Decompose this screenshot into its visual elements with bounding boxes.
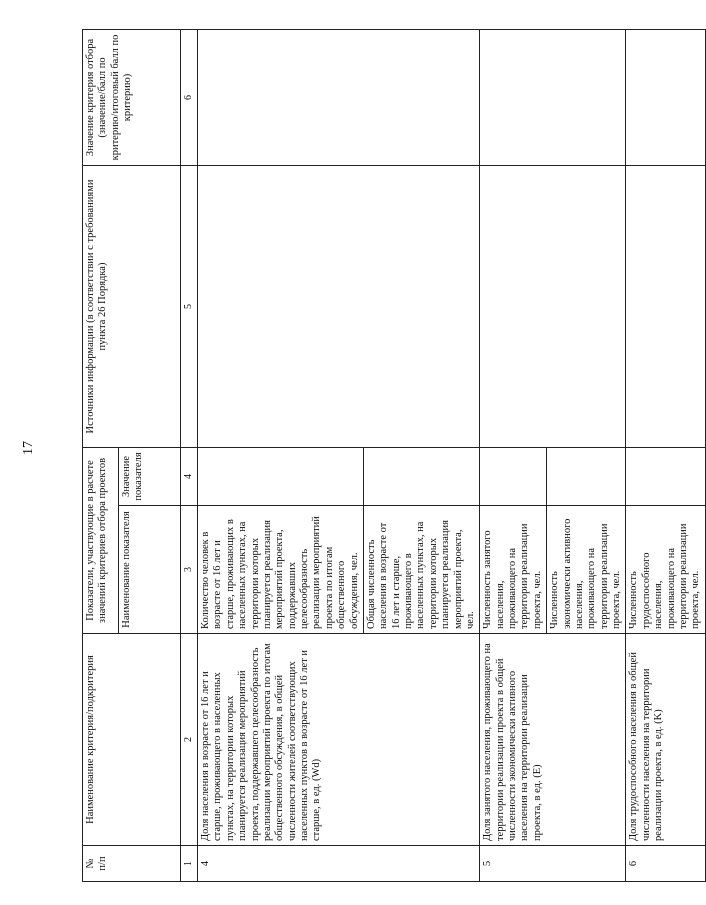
sources-cell (480, 166, 626, 448)
sources-cell (626, 166, 705, 448)
indicator-value (363, 448, 479, 506)
sources-cell (198, 166, 480, 448)
header-indicators-group: Показатели, участвующие в расчете значений критериев отбора проектов (83, 448, 119, 634)
criterion-name: Доля занятого населения, проживающего на территории реализации проекта в общей численности экономически активного населения на территории реализации проекта, в ед. (E) (480, 634, 626, 846)
indicator-value (480, 448, 547, 506)
table-row (626, 30, 705, 882)
header-indicator-value: Значение показателя (119, 448, 181, 506)
header-indicator-name: Наименование показателя (119, 506, 181, 634)
criteria-table (82, 29, 706, 882)
column-number: 4 (181, 448, 198, 506)
header-sources: Источники информации (в соответствии с требованиями пункта 26 Порядка) (83, 166, 181, 448)
criterion-name: Доля населения в возрасте от 16 лет и старше, проживающего в населенных пунктах, на территории которых планируется реализация мероприятий проекта, поддержавшего целесообразность реализации мероприятий проекта по итогам общественного обсуждения, в общей численности жителей соответствующих населенных пунктов в возрасте от 16 лет и старше, в ед. (Wd) (198, 634, 480, 846)
indicator-value (547, 448, 626, 506)
column-number: 6 (181, 30, 198, 166)
criterion-value-cell (198, 30, 480, 166)
table-row (198, 30, 364, 882)
column-number: 3 (181, 506, 198, 634)
row-number: 6 (626, 846, 705, 882)
column-number: 1 (181, 846, 198, 882)
indicator-name: Численность занятого населения, проживающего на территории реализации проекта, чел. (480, 506, 547, 634)
row-number: 4 (198, 846, 480, 882)
indicator-value (198, 448, 364, 506)
indicator-name: Количество человек в возрасте от 16 лет и старше, проживающих в населенных пунктах, на территории которых планируется реализация мероприятий проекта, поддержавших целесообразность реализации мероприятий проекта по итогам общественного обсуждения, чел. (198, 506, 364, 634)
table-row (480, 30, 547, 882)
column-number: 2 (181, 634, 198, 846)
row-number: 5 (480, 846, 626, 882)
header-criterion-value: Значение критерия отбора (значение/балл по критерию/итоговый балл по критерию) (83, 30, 181, 166)
page-number: 17 (21, 441, 36, 455)
criterion-value-cell (626, 30, 705, 166)
indicator-value (626, 448, 705, 506)
criterion-name: Доля трудоспособного населения в общей численности населения на территории реализации проекта, в ед. (K) (626, 634, 705, 846)
column-number: 5 (181, 166, 198, 448)
criterion-value-cell (480, 30, 626, 166)
rotated-sheet (82, 30, 702, 882)
column-numbers-row (181, 30, 198, 882)
header-criterion-name: Наименование критерия/подкритерия (83, 634, 181, 846)
indicator-name: Численность экономически активного населения, проживающего на территории реализации проекта, чел. (547, 506, 626, 634)
header-num: № п/п (83, 846, 181, 882)
indicator-name: Общая численность населения в возрасте от 16 лет и старше, проживающего в населенных пунктах, на территории которых планируется реализация мероприятий проекта, чел. (363, 506, 479, 634)
indicator-name: Численность трудоспособного населения, проживающего на территории реализации проекта, чел. (626, 506, 705, 634)
